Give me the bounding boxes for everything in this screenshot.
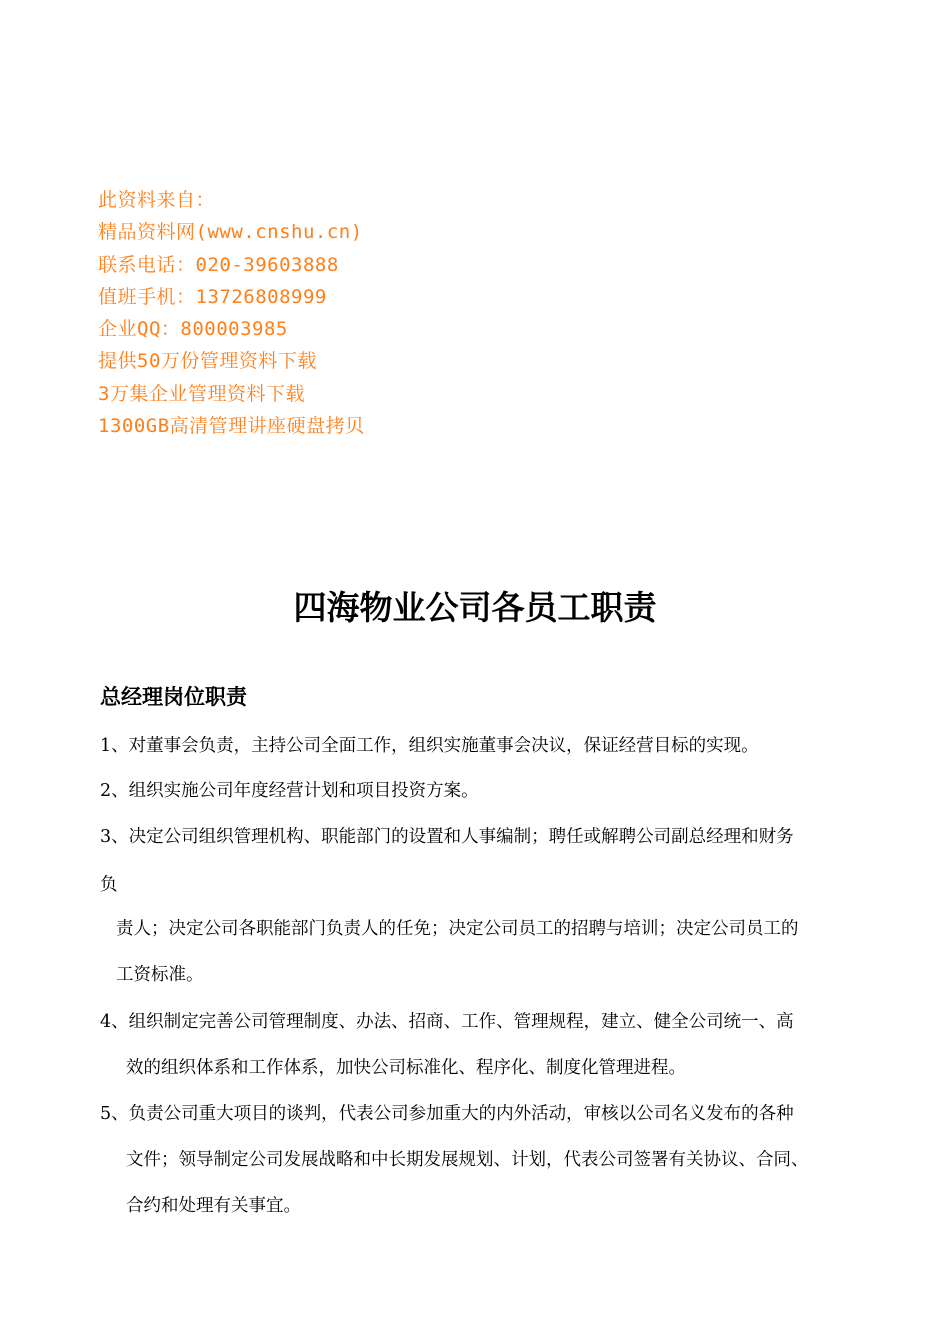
duty-item-4-continued: 效的组织体系和工作体系，加快公司标准化、程序化、制度化管理进程。 <box>126 1058 686 1078</box>
duty-item-1: 1、对董事会负责，主持公司全面工作，组织实施董事会决议，保证经营目标的实现。 <box>100 736 759 756</box>
duty-item-2: 2、组织实施公司年度经营计划和项目投资方案。 <box>100 781 479 801</box>
promo-line-website: 精品资料网(www.cnshu.cn) <box>98 221 363 244</box>
duty-item-5-continued: 文件；领导制定公司发展战略和中长期发展规划、计划，代表公司签署有关协议、合同、 <box>126 1150 809 1170</box>
promo-line-phone: 联系电话：020-39603888 <box>98 253 339 276</box>
duty-item-5-end: 合约和处理有关事宜。 <box>126 1196 301 1216</box>
duty-item-5: 5、负责公司重大项目的谈判，代表公司参加重大的内外活动，审核以公司名义发布的各种 <box>100 1104 794 1124</box>
promo-line-qq: 企业QQ：800003985 <box>98 318 288 341</box>
duty-item-3: 3、决定公司组织管理机构、职能部门的设置和人事编制；聘任或解聘公司副总经理和财务 <box>100 827 794 847</box>
source-promo-block <box>98 184 518 442</box>
promo-line-source-label: 此资料来自： <box>98 189 216 211</box>
promo-line-offer-videos: 1300GB高清管理讲座硬盘拷贝 <box>98 415 365 438</box>
document-title: 四海物业公司各员工职责 <box>293 588 657 627</box>
promo-line-offer-docs: 提供50万份管理资料下载 <box>98 350 317 373</box>
duty-item-3-continued: 责人；决定公司各职能部门负责人的任免；决定公司员工的招聘与培训；决定公司员工的 <box>116 919 799 939</box>
promo-line-mobile: 值班手机：13726808999 <box>98 285 327 308</box>
duty-item-3-wrap: 负 <box>100 875 118 895</box>
section-heading-gm-duties: 总经理岗位职责 <box>100 685 247 709</box>
promo-line-offer-sets: 3万集企业管理资料下载 <box>98 382 305 405</box>
duty-item-4: 4、组织制定完善公司管理制度、办法、招商、工作、管理规程，建立、健全公司统一、高 <box>100 1012 794 1032</box>
duty-item-3-end: 工资标准。 <box>116 965 204 985</box>
